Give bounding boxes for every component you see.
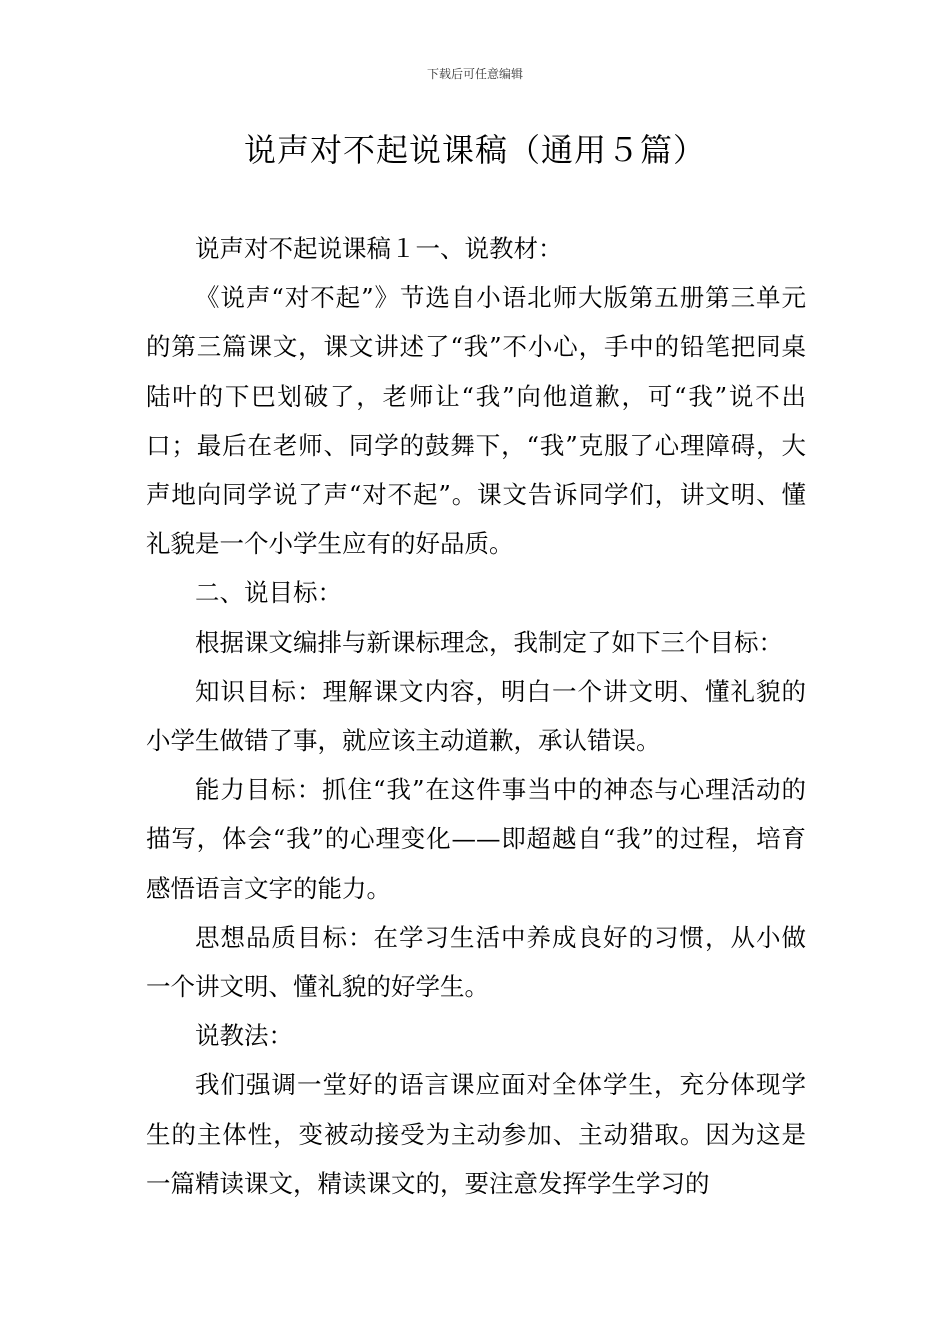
paragraph-moral-goal: 思想品质目标：在学习生活中养成良好的习惯，从小做一个讲文明、懂礼貌的好学生。 <box>146 922 806 1002</box>
paragraph-goals-intro: 根据课文编排与新课标理念，我制定了如下三个目标： <box>195 627 783 657</box>
paragraph-textbook-intro: 《说声“对不起”》节选自小语北师大版第五册第三单元的第三篇课文，课文讲述了“我”不小心，手中的铅笔把同桌陆叶的下巴划破了，老师让“我”向他道歉，可“我”说不出口；最后在老师、同学的鼓舞下，“我”克服了心理障碍，大声地向同学说了声“对不起”。课文告诉同学们，讲文明、懂礼貌是一个小学生应有的好品质。 <box>146 283 806 559</box>
document-title: 说声对不起说课稿（通用５篇） <box>243 131 706 169</box>
paragraph-method-heading: 说教法： <box>195 1021 293 1051</box>
paragraph-method-text: 我们强调一堂好的语言课应面对全体学生，充分体现学生的主体性，变被动接受为主动参加、主动猎取。因为这是一篇精读课文，精读课文的，要注意发挥学生学习的 <box>146 1070 806 1198</box>
header-note: 下载后可任意编辑 <box>426 67 523 81</box>
paragraph-ability-goal: 能力目标：抓住“我”在这件事当中的神态与心理活动的描写，体会“我”的心理变化——即超越自“我”的过程，培育感悟语言文字的能力。 <box>146 775 806 903</box>
paragraph-section-heading: 说声对不起说课稿１一、说教材： <box>195 234 563 263</box>
paragraph-knowledge-goal: 知识目标：理解课文内容，明白一个讲文明、懂礼貌的小学生做错了事，就应该主动道歉，承认错误。 <box>146 676 806 756</box>
paragraph-goals-heading: 二、说目标： <box>195 578 342 608</box>
document-body <box>146 224 806 1208</box>
